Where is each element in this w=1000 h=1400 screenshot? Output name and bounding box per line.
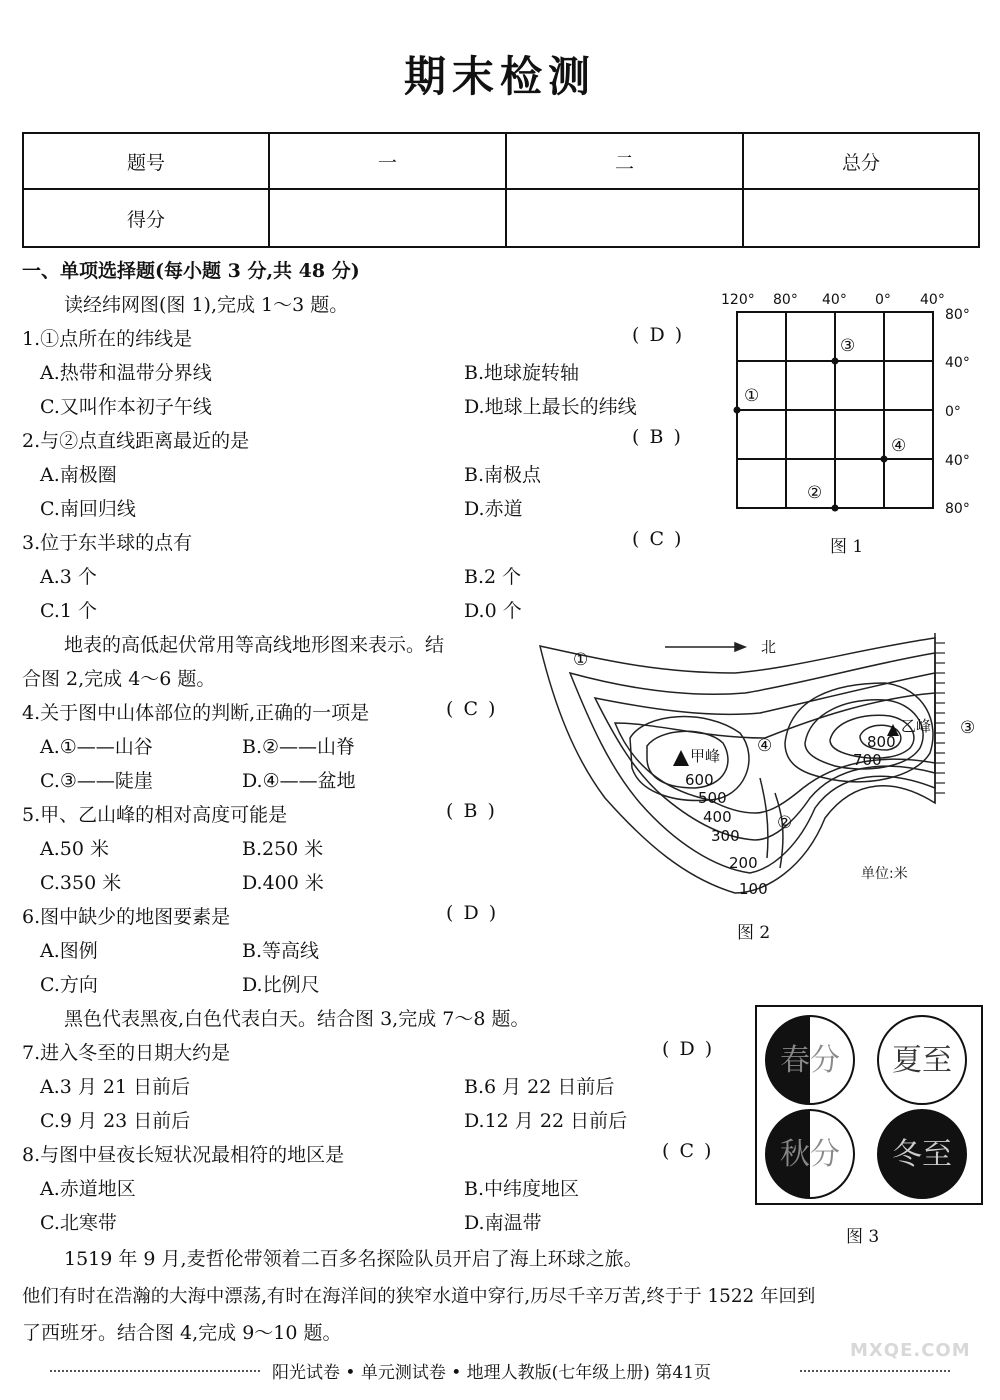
fig1-point-3-dot	[832, 358, 839, 365]
question-2-option-d[interactable]: D.赤道	[464, 498, 523, 520]
question-4-stem: 4.关于图中山体部位的判断,正确的一项是	[22, 702, 370, 724]
passage-line-1: 1519 年 9 月,麦哲伦带领着二百多名探险队员开启了海上环球之旅。	[64, 1248, 643, 1270]
score-table	[22, 132, 980, 248]
question-3-answer: ( C )	[632, 528, 684, 550]
fig1-lon-40: 40°	[822, 292, 847, 308]
question-3-stem: 3.位于东半球的点有	[22, 532, 193, 554]
figure-1-latlon-grid	[715, 285, 985, 555]
fig2-contour-800: 800	[867, 733, 896, 751]
figure-1-caption: 图 1	[830, 537, 864, 557]
question-5-option-a[interactable]: A.50 米	[40, 838, 109, 860]
question-8-stem: 8.与图中昼夜长短状况最相符的地区是	[22, 1144, 345, 1166]
question-5-answer: ( B )	[446, 800, 497, 822]
question-2-option-c[interactable]: C.南回归线	[40, 498, 136, 520]
question-2-answer: ( B )	[632, 426, 683, 448]
question-4-option-d[interactable]: D.④——盆地	[242, 770, 356, 792]
fig2-contour-300: 300	[711, 827, 740, 845]
question-7-stem: 7.进入冬至的日期大约是	[22, 1042, 231, 1064]
question-6-option-c[interactable]: C.方向	[40, 974, 98, 996]
fig2-contour-100: 100	[739, 880, 768, 898]
passage-line-3: 了西班牙。结合图 4,完成 9～10 题。	[22, 1322, 342, 1344]
fig1-lon-80: 80°	[773, 292, 798, 308]
fig1-point-4-dot	[881, 456, 888, 463]
question-2-option-a[interactable]: A.南极圈	[40, 464, 117, 486]
figure-3-day-night	[754, 1004, 986, 1208]
question-1-option-a[interactable]: A.热带和温带分界线	[40, 362, 212, 384]
score-cell-total[interactable]	[743, 189, 979, 247]
score-row-label: 得分	[23, 189, 269, 247]
section-heading: 一、单项选择题(每小题 3 分,共 48 分)	[22, 260, 360, 282]
question-4-option-a[interactable]: A.①——山谷	[40, 736, 153, 758]
page-title: 期末检测	[403, 52, 596, 101]
question-5-stem: 5.甲、乙山峰的相对高度可能是	[22, 804, 288, 826]
fig2-contour-700: 700	[853, 751, 882, 769]
figure-2-caption: 图 2	[737, 923, 771, 943]
question-8-option-c[interactable]: C.北寒带	[40, 1212, 117, 1234]
passage-line-2: 他们有时在浩瀚的大海中漂荡,有时在海洋间的狭窄水道中穿行,历尽千辛万苦,终于于 1522 年回到	[22, 1286, 816, 1307]
fig1-lon-40b: 40°	[920, 292, 945, 308]
question-7-option-d[interactable]: D.12 月 22 日前后	[464, 1110, 628, 1132]
question-8-option-b[interactable]: B.中纬度地区	[464, 1178, 580, 1200]
fig1-lon-0: 0°	[875, 292, 891, 308]
question-3-option-d[interactable]: D.0 个	[464, 600, 522, 622]
fig2-contour-400: 400	[703, 808, 732, 826]
fig1-point-1-dot	[734, 407, 741, 414]
fig1-point-2-dot	[832, 505, 839, 512]
watermark: MXQE.COM	[850, 1340, 971, 1361]
fig1-point-4: ④	[891, 436, 907, 456]
fig1-point-1: ①	[744, 386, 760, 406]
question-1-option-d[interactable]: D.地球上最长的纬线	[464, 396, 637, 418]
figure-2-contour-map	[535, 628, 985, 908]
question-1-option-b[interactable]: B.地球旋转轴	[464, 362, 580, 384]
question-2-stem: 2.与②点直线距离最近的是	[22, 430, 250, 452]
intro-fig1: 读经纬网图(图 1),完成 1～3 题。	[64, 294, 349, 316]
question-5-option-b[interactable]: B.250 米	[242, 838, 324, 860]
fig2-contour-600: 600	[685, 771, 714, 789]
fig1-lat-80n: 80°	[945, 307, 970, 323]
fig3-spring-equinox: 春分	[780, 1043, 840, 1078]
fig2-contour-200: 200	[729, 854, 758, 872]
question-3-option-c[interactable]: C.1 个	[40, 600, 98, 622]
score-header-part1: 一	[269, 133, 506, 189]
intro-fig2-line2: 合图 2,完成 4～6 题。	[22, 668, 216, 690]
question-7-option-a[interactable]: A.3 月 21 日前后	[40, 1076, 191, 1098]
fig1-lat-0: 0°	[945, 404, 961, 420]
question-4-option-b[interactable]: B.②——山脊	[242, 736, 356, 758]
question-8-option-d[interactable]: D.南温带	[464, 1212, 542, 1234]
fig2-peak-a-label: 甲峰	[690, 747, 721, 765]
question-5-option-c[interactable]: C.350 米	[40, 872, 122, 894]
fig2-label-3: ③	[960, 718, 976, 738]
question-3-option-b[interactable]: B.2 个	[464, 566, 522, 588]
question-3-option-a[interactable]: A.3 个	[40, 566, 97, 588]
question-6-option-d[interactable]: D.比例尺	[242, 974, 320, 996]
fig1-point-3: ③	[840, 336, 856, 356]
fig3-winter-solstice: 冬至	[892, 1137, 952, 1172]
fig1-point-2: ②	[807, 483, 823, 503]
question-1-answer: ( D )	[632, 324, 685, 346]
fig2-label-2: ②	[777, 813, 793, 833]
question-7-option-b[interactable]: B.6 月 22 日前后	[464, 1076, 615, 1098]
fig3-autumn-equinox: 秋分	[780, 1137, 840, 1172]
score-header-total: 总分	[743, 133, 979, 189]
question-6-stem: 6.图中缺少的地图要素是	[22, 906, 231, 928]
question-1-stem: 1.①点所在的纬线是	[22, 328, 193, 350]
question-4-option-c[interactable]: C.③——陡崖	[40, 770, 153, 792]
question-8-option-a[interactable]: A.赤道地区	[40, 1178, 136, 1200]
question-6-option-b[interactable]: B.等高线	[242, 940, 320, 962]
fig1-lat-40n: 40°	[945, 355, 970, 371]
question-6-option-a[interactable]: A.图例	[40, 940, 98, 962]
question-1-option-c[interactable]: C.又叫作本初子午线	[40, 396, 212, 418]
peak-a-icon	[673, 750, 689, 766]
question-6-answer: ( D )	[446, 902, 499, 924]
footer-dots-left	[50, 1370, 260, 1372]
fig2-label-1: ①	[573, 650, 589, 670]
footer-dots-right	[800, 1370, 950, 1372]
question-8-answer: ( C )	[662, 1140, 714, 1162]
question-7-answer: ( D )	[662, 1038, 715, 1060]
intro-fig3: 黑色代表黑夜,白色代表白天。结合图 3,完成 7～8 题。	[64, 1008, 530, 1030]
figure-3-caption: 图 3	[846, 1227, 880, 1247]
fig1-lat-80s: 80°	[945, 501, 970, 517]
intro-fig2-line1: 地表的高低起伏常用等高线地形图来表示。结	[64, 634, 445, 656]
fig2-north-label: 北	[761, 638, 777, 656]
fig3-summer-solstice: 夏至	[892, 1043, 952, 1078]
score-header-label: 题号	[23, 133, 269, 189]
score-cell-part1[interactable]	[269, 189, 506, 247]
fig1-lon-120: 120°	[721, 292, 755, 308]
fig2-label-4: ④	[757, 736, 773, 756]
footer-text: 阳光试卷 • 单元测试卷 • 地理人教版(七年级上册) 第41页	[272, 1363, 711, 1383]
score-header-part2: 二	[506, 133, 743, 189]
score-cell-part2[interactable]	[506, 189, 743, 247]
fig1-lat-40s: 40°	[945, 453, 970, 469]
fig2-unit: 单位:米	[861, 866, 908, 882]
question-2-option-b[interactable]: B.南极点	[464, 464, 542, 486]
question-5-option-d[interactable]: D.400 米	[242, 872, 324, 894]
fig2-peak-b-label: 乙峰	[901, 717, 932, 735]
question-7-option-c[interactable]: C.9 月 23 日前后	[40, 1110, 191, 1132]
question-4-answer: ( C )	[446, 698, 498, 720]
fig2-contour-500: 500	[698, 789, 727, 807]
